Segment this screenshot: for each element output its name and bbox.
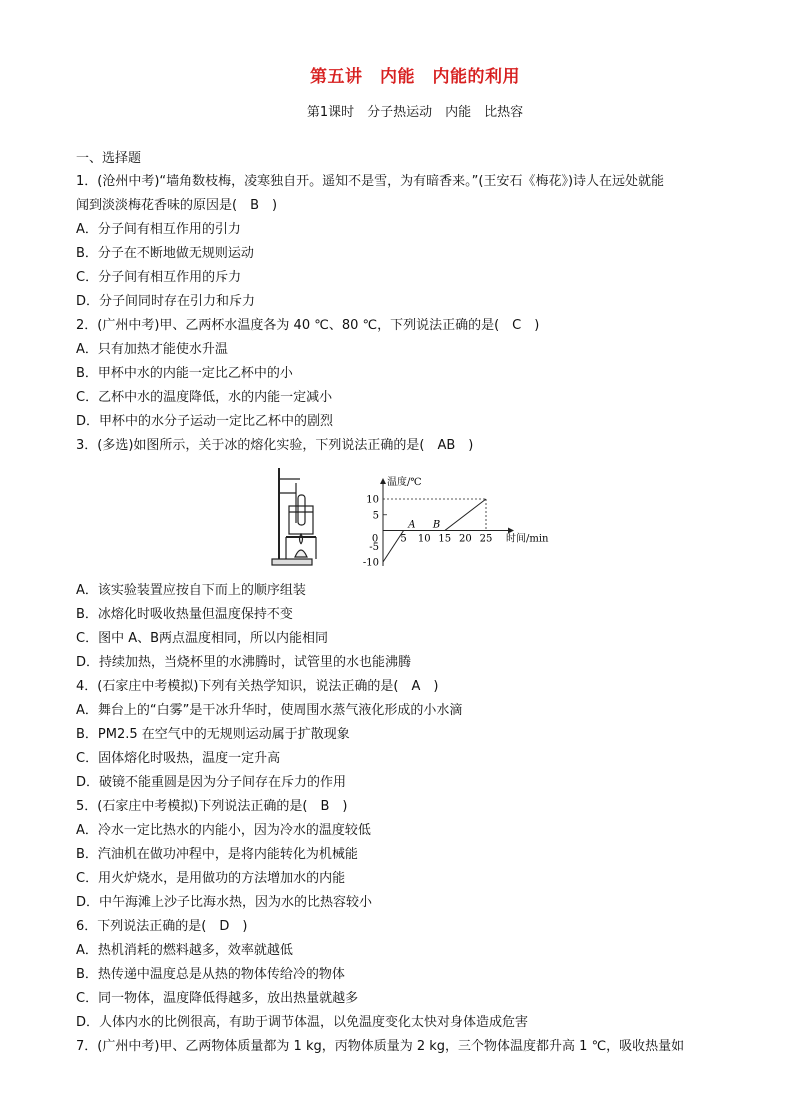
question-1-stem: 1．(沧州中考)“墙角数枝梅，凌寒独自开。遥知不是雪，为有暗香来。”(王安石《梅花》)诗人在远处就能 — [76, 174, 665, 189]
page-title: 第五讲 内能 内能的利用 — [310, 67, 520, 87]
stand-base — [272, 559, 312, 565]
question-1-option-d: D．分子间同时存在引力和斥力 — [76, 294, 256, 309]
flame — [300, 534, 303, 544]
y-axis-arrow — [380, 478, 386, 484]
question-6-option-d: D．人体内水的比例很高，有助于调节体温，以免温度变化太快对身体造成危害 — [76, 1015, 529, 1030]
x-tick-label: 15 — [438, 533, 452, 545]
y-tick-label: 10 — [366, 494, 379, 506]
test-tube — [298, 495, 305, 525]
x-tick-label: 5 — [400, 533, 407, 545]
question-3-stem: 3．(多选)如图所示，关于冰的熔化实验，下列说法正确的是( AB ) — [76, 438, 474, 453]
melting-apparatus — [272, 468, 316, 565]
x-tick-label: 0 — [371, 533, 379, 545]
question-5-option-a: A．冷水一定比热水的内能小，因为冷水的温度较低 — [76, 823, 371, 838]
question-3-option-c: C．图中 A、B两点温度相同，所以内能相同 — [76, 631, 329, 646]
question-1-option-a: A．分子间有相互作用的引力 — [76, 222, 241, 237]
question-3-option-b: B．冰熔化时吸收热量但温度保持不变 — [76, 607, 293, 622]
question-5-option-b: B．汽油机在做功冲程中，是将内能转化为机械能 — [76, 847, 358, 862]
figure-svg — [270, 459, 570, 574]
question-6-option-b: B．热传递中温度总是从热的物体传给冷的物体 — [76, 967, 345, 982]
question-4-option-d: D．破镜不能重圆是因为分子间存在斥力的作用 — [76, 775, 347, 790]
x-axis-label: 时间/min — [506, 533, 549, 545]
question-2-option-a: A．只有加热才能使水升温 — [76, 342, 228, 357]
alcohol-lamp — [295, 550, 307, 557]
question-4-option-b: B．PM2.5 在空气中的无规则运动属于扩散现象 — [76, 727, 350, 742]
x-tick-label: 20 — [459, 533, 472, 545]
y-tick-label: -5 — [369, 541, 379, 553]
y-axis-label: 温度/℃ — [387, 477, 422, 488]
question-4-option-c: C．固体熔化时吸热，温度一定升高 — [76, 751, 281, 766]
question-3-figure — [270, 459, 570, 578]
y-tick-label: -10 — [362, 557, 379, 569]
question-3-option-d: D．持续加热，当烧杯里的水沸腾时，试管里的水也能沸腾 — [76, 655, 412, 670]
beaker — [289, 506, 313, 534]
question-5-option-d: D．中午海滩上沙子比海水热，因为水的比热容较小 — [76, 895, 373, 910]
lesson-subtitle: 第1课时 分子热运动 内能 比热容 — [306, 105, 524, 120]
temperature-time-chart — [363, 475, 549, 569]
question-1-option-b: B．分子在不断地做无规则运动 — [76, 246, 254, 261]
question-4-stem: 4．(石家庄中考模拟)下列有关热学知识，说法正确的是( A ) — [76, 679, 439, 694]
point-label-b: B — [432, 519, 441, 531]
question-7-stem: 7．(广州中考)甲、乙两物体质量都为 1 kg，丙物体质量为 2 kg，三个物体温度都升高 1 ℃，吸收热量如 — [76, 1039, 685, 1054]
question-2-option-c: C．乙杯中水的温度降低，水的内能一定减小 — [76, 390, 333, 405]
point-label-a: A — [408, 519, 416, 531]
x-tick-label: 10 — [417, 533, 431, 545]
question-6-option-a: A．热机消耗的燃料越多，效率就越低 — [76, 943, 293, 958]
x-tick-label: 25 — [479, 533, 493, 545]
question-6-option-c: C．同一物体，温度降低得越多，放出热量就越多 — [76, 991, 359, 1006]
question-6-stem: 6．下列说法正确的是( D ) — [76, 919, 248, 934]
question-4-option-a: A．舞台上的“白雾”是干冰升华时，使周围水蒸气液化形成的小水滴 — [76, 703, 463, 718]
question-2-option-b: B．甲杯中水的内能一定比乙杯中的小 — [76, 366, 293, 381]
question-2-stem: 2．(广州中考)甲、乙两杯水温度各为 40 ℃、80 ℃，下列说法正确的是( C ) — [76, 318, 540, 333]
question-1-option-c: C．分子间有相互作用的斥力 — [76, 270, 242, 285]
question-5-option-c: C．用火炉烧水，是用做功的方法增加水的内能 — [76, 871, 346, 886]
section-heading: 一、选择题 — [76, 151, 142, 166]
question-5-stem: 5．(石家庄中考模拟)下列说法正确的是( B ) — [76, 799, 348, 814]
question-1-stem-cont: 闻到淡淡梅花香味的原因是( B ) — [76, 198, 278, 213]
y-tick-label: 5 — [372, 510, 379, 522]
question-2-option-d: D．甲杯中的水分子运动一定比乙杯中的剧烈 — [76, 414, 334, 429]
question-3-option-a: A．该实验装置应按自下而上的顺序组装 — [76, 583, 306, 598]
